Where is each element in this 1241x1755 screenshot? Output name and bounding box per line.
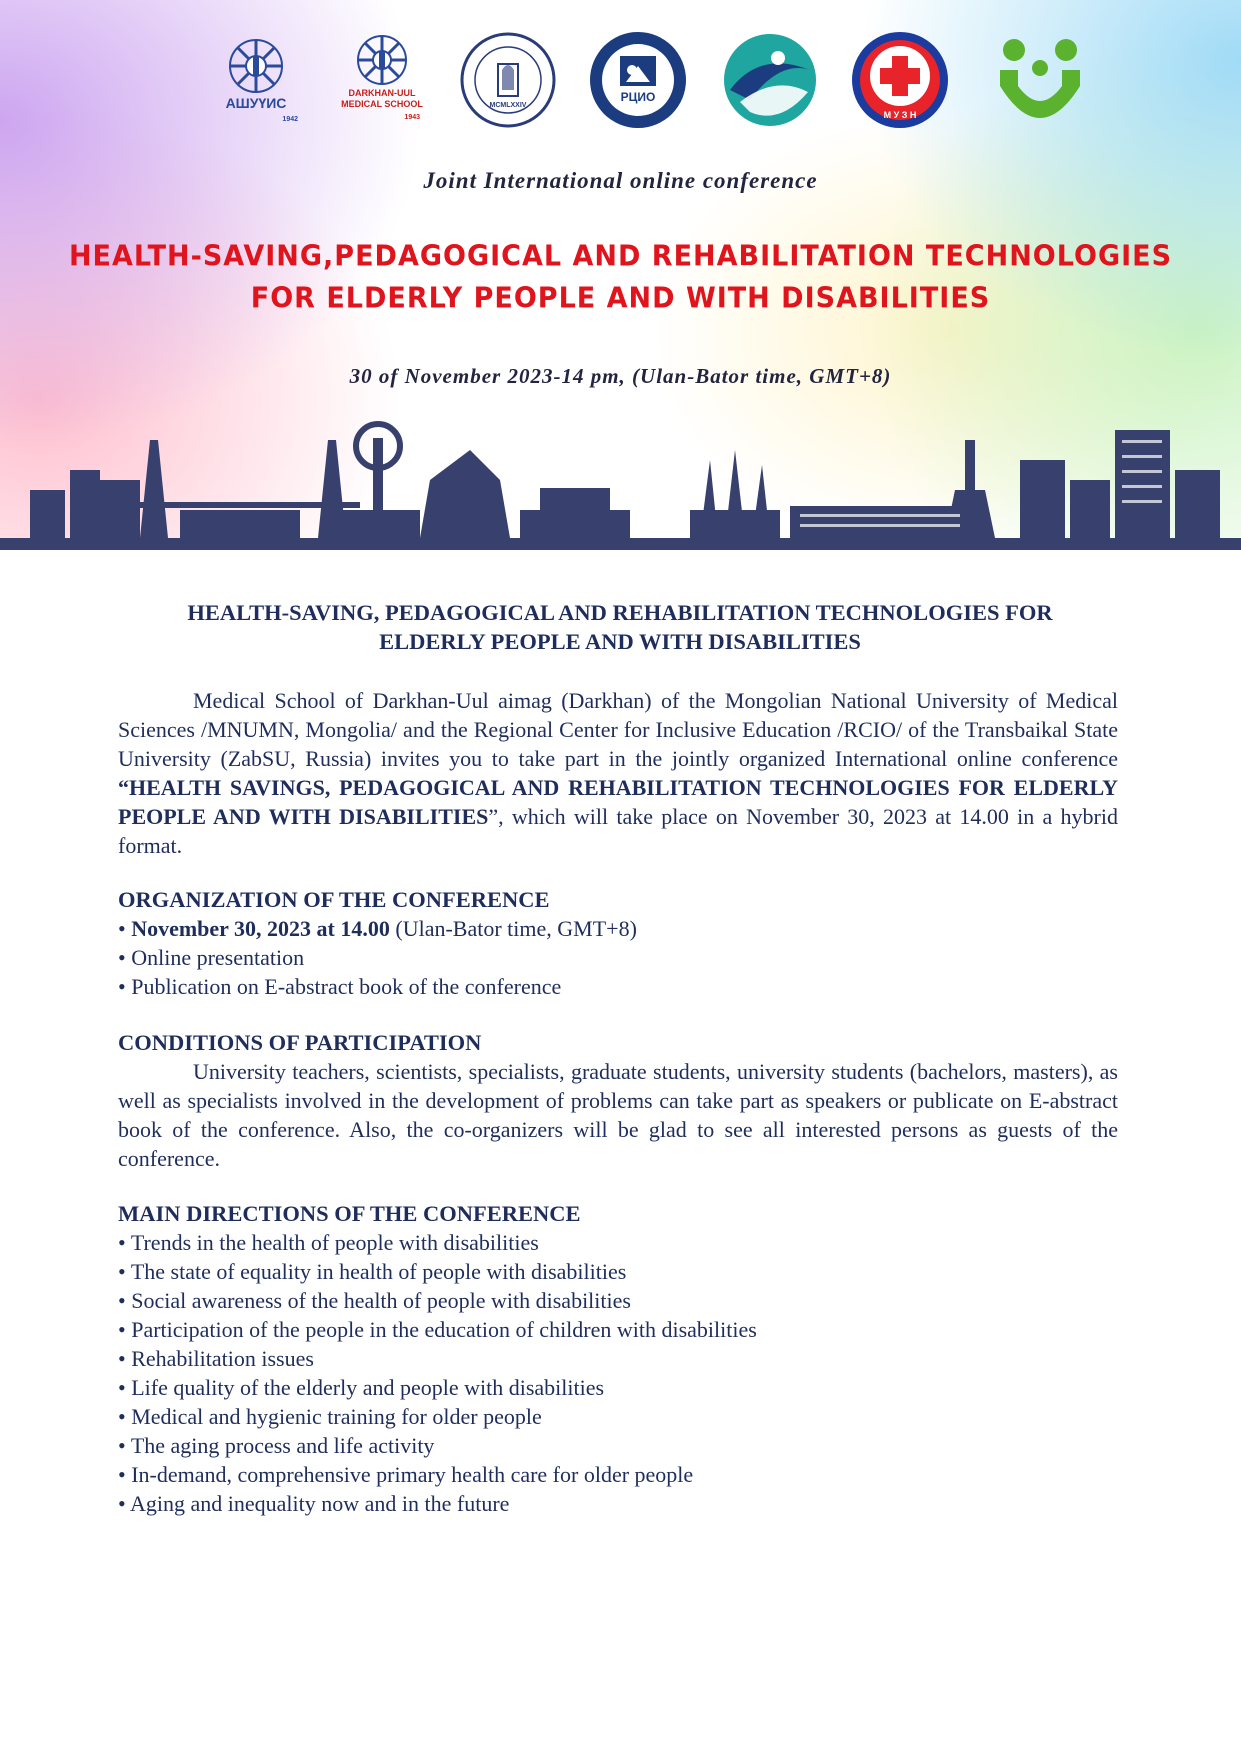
list-item: • The state of equality in health of people with disabilities <box>118 1259 627 1284</box>
list-item: • Rehabilitation issues <box>118 1346 314 1371</box>
list-item: • November 30, 2023 at 14.00 (Ulan-Bator time, GMT+8) <box>118 916 637 941</box>
direction-item: Aging and inequality now and in the future <box>130 1491 510 1516</box>
document-title <box>110 598 1130 656</box>
transbaikal-state-university-seal-icon <box>458 30 558 130</box>
direction-item: Rehabilitation issues <box>131 1346 314 1371</box>
conditions-paragraph: University teachers, scientists, specialists, graduate students, university students (bachelors, masters), as well as specialists involved in the development of problems can take part as speakers or publicate on E-abstract book of the conference. Also, the co-organizers will be glad to see all interested persons as guests of the conference. <box>118 1059 1118 1171</box>
logo-year: 1942 <box>282 116 298 123</box>
direction-item: The state of equality in health of people with disabilities <box>130 1259 627 1284</box>
list-item: • Aging and inequality now and in the future <box>118 1491 510 1516</box>
list-item: • Social awareness of the health of people with disabilities <box>118 1288 631 1313</box>
document-title-line: ELDERLY PEOPLE AND WITH DISABILITIES <box>379 629 861 654</box>
list-item: • Participation of the people in the education of children with disabilities <box>118 1317 757 1342</box>
direction-item: Life quality of the elderly and people with disabilities <box>131 1375 605 1400</box>
organization-item: Publication on E-abstract book of the conference <box>131 974 562 999</box>
logo-caption: РЦИО <box>620 90 656 104</box>
direction-item: In-demand, comprehensive primary health care for older people <box>131 1462 694 1487</box>
banner-date: 30 of November 2023-14 pm, (Ulan-Bator time, GMT+8) <box>349 364 892 388</box>
intro-text: Medical School of Darkhan-Uul aimag (Darkhan) of the Mongolian National University of Medical Sciences /MNUMN, Mongolia/ and the Regional Center for Inclusive Education /RCIO/ of the Transbaikal State University (ZabSU, Russia) invites you to take part in the jointly organized International online conference <box>118 688 1118 771</box>
red-cross-muzn-icon <box>850 30 950 130</box>
darkhan-uul-medical-school-emblem-icon <box>332 30 432 130</box>
direction-item: Medical and hygienic training for older people <box>131 1404 542 1429</box>
ashuuis-emblem-icon <box>206 30 306 130</box>
green-people-logo-icon <box>990 30 1090 130</box>
conditions-heading: CONDITIONS OF PARTICIPATION <box>118 1030 482 1055</box>
banner-title-line: FOR ELDERLY PEOPLE AND WITH DISABILITIES <box>250 282 991 315</box>
logo-caption: MCMLXXIV <box>489 102 527 109</box>
logo-caption: АШУҮИС <box>225 95 287 111</box>
swirl-figure-logo-icon <box>720 30 820 130</box>
intro-text-end: ”, which will take place on November 30, 2023 at 14.00 in a hybrid format. <box>118 804 1118 858</box>
organization-date: November 30, 2023 at 14.00 <box>131 916 390 941</box>
list-item: • Medical and hygienic training for older people <box>118 1404 542 1429</box>
list-item: • Life quality of the elderly and people with disabilities <box>118 1375 605 1400</box>
list-item: • Publication on E-abstract book of the conference <box>118 974 562 999</box>
direction-item: Social awareness of the health of people with disabilities <box>131 1288 631 1313</box>
direction-item: Participation of the people in the education of children with disabilities <box>131 1317 757 1342</box>
list-item: • The aging process and life activity <box>118 1433 435 1458</box>
direction-item: The aging process and life activity <box>130 1433 435 1458</box>
directions-list <box>118 1228 757 1518</box>
partner-logos <box>0 30 1241 130</box>
list-item: • In-demand, comprehensive primary health care for older people <box>118 1462 694 1487</box>
directions-heading: MAIN DIRECTIONS OF THE CONFERENCE <box>118 1201 581 1226</box>
city-skyline-illustration <box>0 410 1241 550</box>
organization-heading: ORGANIZATION OF THE CONFERENCE <box>118 887 550 912</box>
list-item: • Online presentation <box>118 945 305 970</box>
logo-caption: DARKHAN-UUL MEDICAL SCHOOL <box>341 88 423 109</box>
rcio-emblem-icon <box>588 30 688 130</box>
organization-list <box>118 914 637 1001</box>
banner-title-line: HEALTH-SAVING,PEDAGOGICAL AND REHABILITATION TECHNOLOGIES <box>68 240 1173 273</box>
banner-title <box>0 236 1241 320</box>
logo-caption: М У З Н <box>883 110 917 120</box>
conference-banner <box>0 0 1241 550</box>
banner-subtitle: Joint International online conference <box>423 168 818 193</box>
list-item: • Trends in the health of people with disabilities <box>118 1230 539 1255</box>
organization-time: (Ulan-Bator time, GMT+8) <box>389 916 637 941</box>
direction-item: Trends in the health of people with disabilities <box>130 1230 539 1255</box>
intro-paragraph <box>118 686 1118 860</box>
logo-year: 1943 <box>404 114 420 121</box>
organization-item: Online presentation <box>131 945 305 970</box>
intro-conference-name: “HEALTH SAVINGS, PEDAGOGICAL AND REHABILITATION TECHNOLOGIES FOR ELDERLY PEOPLE AND WITH DISABILITIES <box>118 775 1118 829</box>
document-title-line: HEALTH-SAVING, PEDAGOGICAL AND REHABILITATION TECHNOLOGIES FOR <box>187 600 1053 625</box>
